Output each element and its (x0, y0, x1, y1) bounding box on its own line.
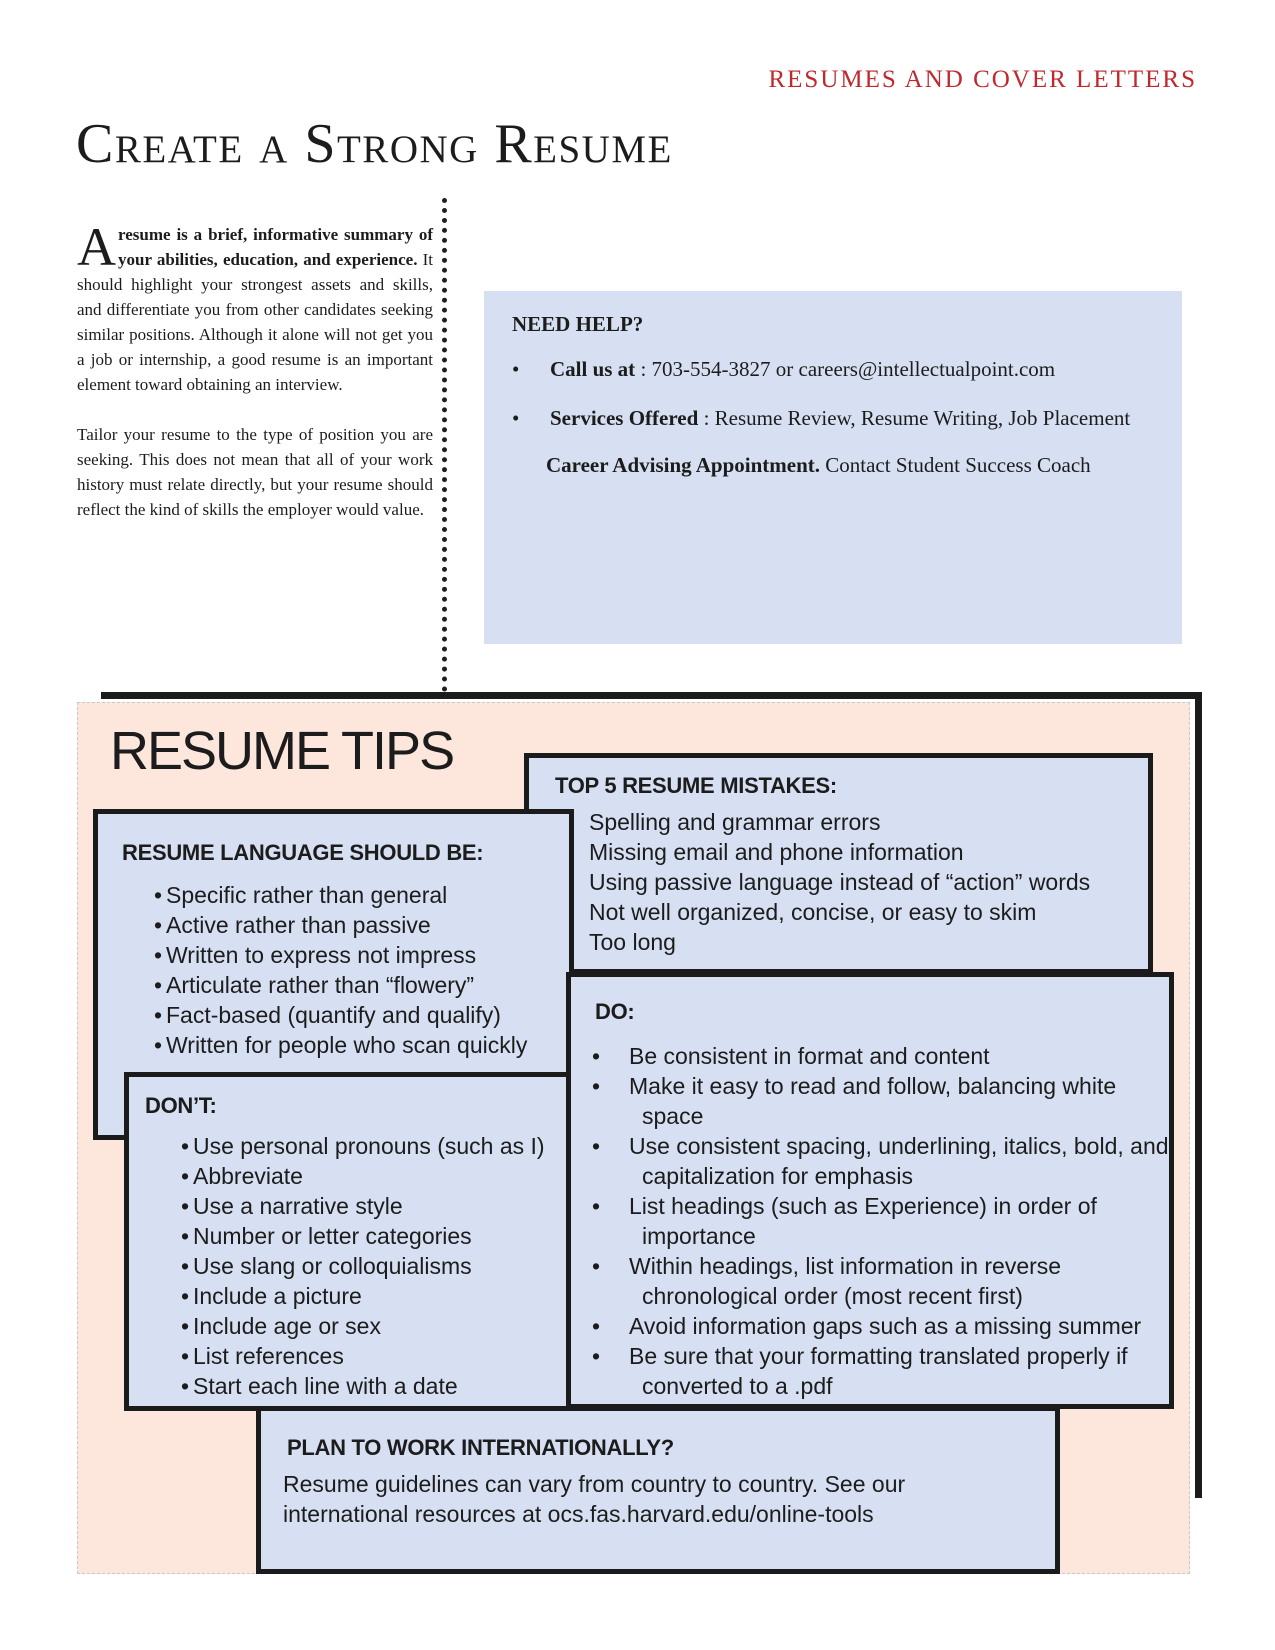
bullet-icon: • (181, 1373, 190, 1399)
need-help-box (484, 291, 1182, 644)
list-item (555, 837, 1148, 867)
bullet-icon: • (592, 1133, 601, 1159)
list-item (181, 1371, 566, 1401)
item-text: Written to express not impress (166, 942, 477, 968)
list-item (181, 1221, 566, 1251)
list-item (181, 1251, 566, 1281)
item-text: Not well organized, concise, or easy to skim (589, 899, 1037, 925)
item-text: Active rather than passive (166, 912, 431, 938)
dotted-divider (442, 198, 447, 692)
item-text: Make it easy to read and follow, balancing white space (629, 1073, 1117, 1129)
bullet-icon: • (512, 357, 520, 381)
bullet-icon: • (181, 1343, 190, 1369)
item-text: Using passive language instead of “action” words (589, 869, 1091, 895)
bullet-icon: • (592, 1313, 601, 1339)
section-label: RESUMES AND COVER LETTERS (768, 66, 1197, 93)
card-title: DO: (595, 999, 635, 1024)
list-item (154, 910, 569, 940)
bullet-icon: • (181, 1163, 190, 1189)
services-text: : Resume Review, Resume Writing, Job Placement (698, 406, 1131, 430)
bullet-icon: • (154, 882, 163, 908)
bullet-icon: • (181, 1283, 190, 1309)
bullet-icon: • (181, 1193, 190, 1219)
page-title: Create a Strong Resume (76, 113, 673, 175)
intro-paragraph-1 (77, 217, 434, 397)
card-title: DON’T: (145, 1093, 217, 1118)
item-text: Avoid information gaps such as a missing summer (629, 1313, 1142, 1339)
list-item (154, 1000, 569, 1030)
item-text: Too long (589, 929, 676, 955)
list-item (181, 1341, 566, 1371)
item-text: Use a narrative style (193, 1193, 403, 1219)
mistakes-list (555, 807, 1148, 957)
intro-paragraph-2: Tailor your resume to the type of position you are seeking. This does not mean that all of your work history must relate directly, but your resume should reflect the kind of skills the employer would value. (77, 425, 433, 519)
list-item (592, 1341, 1169, 1401)
help-item-advising (512, 453, 1182, 478)
dont-card (124, 1072, 571, 1411)
item-text: Fact-based (quantify and qualify) (166, 1002, 501, 1028)
list-item (592, 1071, 1169, 1131)
item-text: Specific rather than general (166, 882, 448, 908)
bullet-icon: • (592, 1343, 601, 1369)
help-item-services (512, 406, 1182, 431)
list-item (181, 1161, 566, 1191)
list-item (181, 1311, 566, 1341)
list-item (555, 897, 1148, 927)
bullet-icon: • (181, 1253, 190, 1279)
item-text: Spelling and grammar errors (589, 809, 881, 835)
advising-text: Contact Student Success Coach (820, 453, 1091, 477)
item-text: Start each line with a date (193, 1373, 458, 1399)
top-mistakes-card (524, 753, 1153, 974)
item-text: Within headings, list information in reverse chronological order (most recent first) (629, 1253, 1062, 1309)
language-list (122, 880, 569, 1060)
list-item (154, 940, 569, 970)
intro-lead-bold: resume is a brief, informative summary of your abilities, education, and experience. (118, 225, 433, 269)
bullet-icon: • (592, 1073, 601, 1099)
list-item (592, 1191, 1169, 1251)
bullet-icon: • (181, 1133, 190, 1159)
card-title: TOP 5 RESUME MISTAKES: (555, 773, 837, 798)
bullet-icon: • (154, 1002, 163, 1028)
list-item (181, 1131, 566, 1161)
item-text: Written for people who scan quickly (166, 1032, 528, 1058)
list-item (154, 970, 569, 1000)
item-text: Abbreviate (193, 1163, 303, 1189)
international-text: Resume guidelines can vary from country to country. See our international resources at ocs.fas.harvard.edu/online-tools (283, 1471, 906, 1527)
list-item (592, 1131, 1169, 1191)
item-text: Use personal pronouns (such as I) (193, 1133, 545, 1159)
dont-list (145, 1131, 566, 1401)
item-text: Be sure that your formatting translated properly if converted to a .pdf (629, 1343, 1128, 1399)
card-title: PLAN TO WORK INTERNATIONALLY? (287, 1435, 674, 1460)
advising-label: Career Advising Appointment. (546, 453, 821, 477)
item-text: Use consistent spacing, underlining, italics, bold, and capitalization for emphasis (629, 1133, 1169, 1189)
bullet-icon: • (154, 912, 163, 938)
help-item-contact (512, 357, 1182, 382)
bullet-icon: • (592, 1043, 601, 1069)
list-item (592, 1041, 1169, 1071)
card-title: RESUME LANGUAGE SHOULD BE: (122, 840, 484, 865)
help-title: NEED HELP? (512, 312, 644, 336)
bullet-icon: • (181, 1223, 190, 1249)
bullet-icon: • (154, 972, 163, 998)
item-text: Include age or sex (193, 1313, 381, 1339)
list-item (181, 1191, 566, 1221)
list-item (181, 1281, 566, 1311)
item-text: Use slang or colloquialisms (193, 1253, 472, 1279)
list-item (555, 807, 1148, 837)
item-text: List references (193, 1343, 344, 1369)
list-item (154, 1030, 569, 1060)
list-item (592, 1311, 1169, 1341)
bullet-icon: • (154, 942, 163, 968)
item-text: Be consistent in format and content (629, 1043, 990, 1069)
do-list (592, 1041, 1169, 1401)
item-text: Missing email and phone information (589, 839, 964, 865)
list-item (555, 867, 1148, 897)
bullet-icon: • (592, 1253, 601, 1279)
intro-text (77, 217, 434, 522)
list-item (555, 927, 1148, 957)
services-label: Services Offered (550, 406, 699, 430)
do-card (566, 972, 1174, 1409)
dropcap: A (77, 217, 116, 277)
resume-tips-heading: RESUME TIPS (110, 721, 454, 781)
list-item (592, 1251, 1169, 1311)
bullet-icon: • (512, 406, 520, 430)
item-text: Number or letter categories (193, 1223, 472, 1249)
bullet-icon: • (154, 1032, 163, 1058)
contact-label: Call us at (550, 357, 636, 381)
list-item (154, 880, 569, 910)
item-text: Articulate rather than “flowery” (166, 972, 475, 998)
international-card (256, 1406, 1060, 1574)
contact-text: : 703-554-3827 or careers@intellectualpoint.com (635, 357, 1056, 381)
item-text: List headings (such as Experience) in order of importance (629, 1193, 1097, 1249)
help-list (512, 357, 1182, 431)
bullet-icon: • (592, 1193, 601, 1219)
item-text: Include a picture (193, 1283, 362, 1309)
intro-lead-rest: It should highlight your strongest assets and skills, and differentiate you from other candidates seeking similar positions. Although it alone will not get you a job or internship, a good resume is an important element toward obtaining an interview. (77, 250, 434, 394)
bullet-icon: • (181, 1313, 190, 1339)
